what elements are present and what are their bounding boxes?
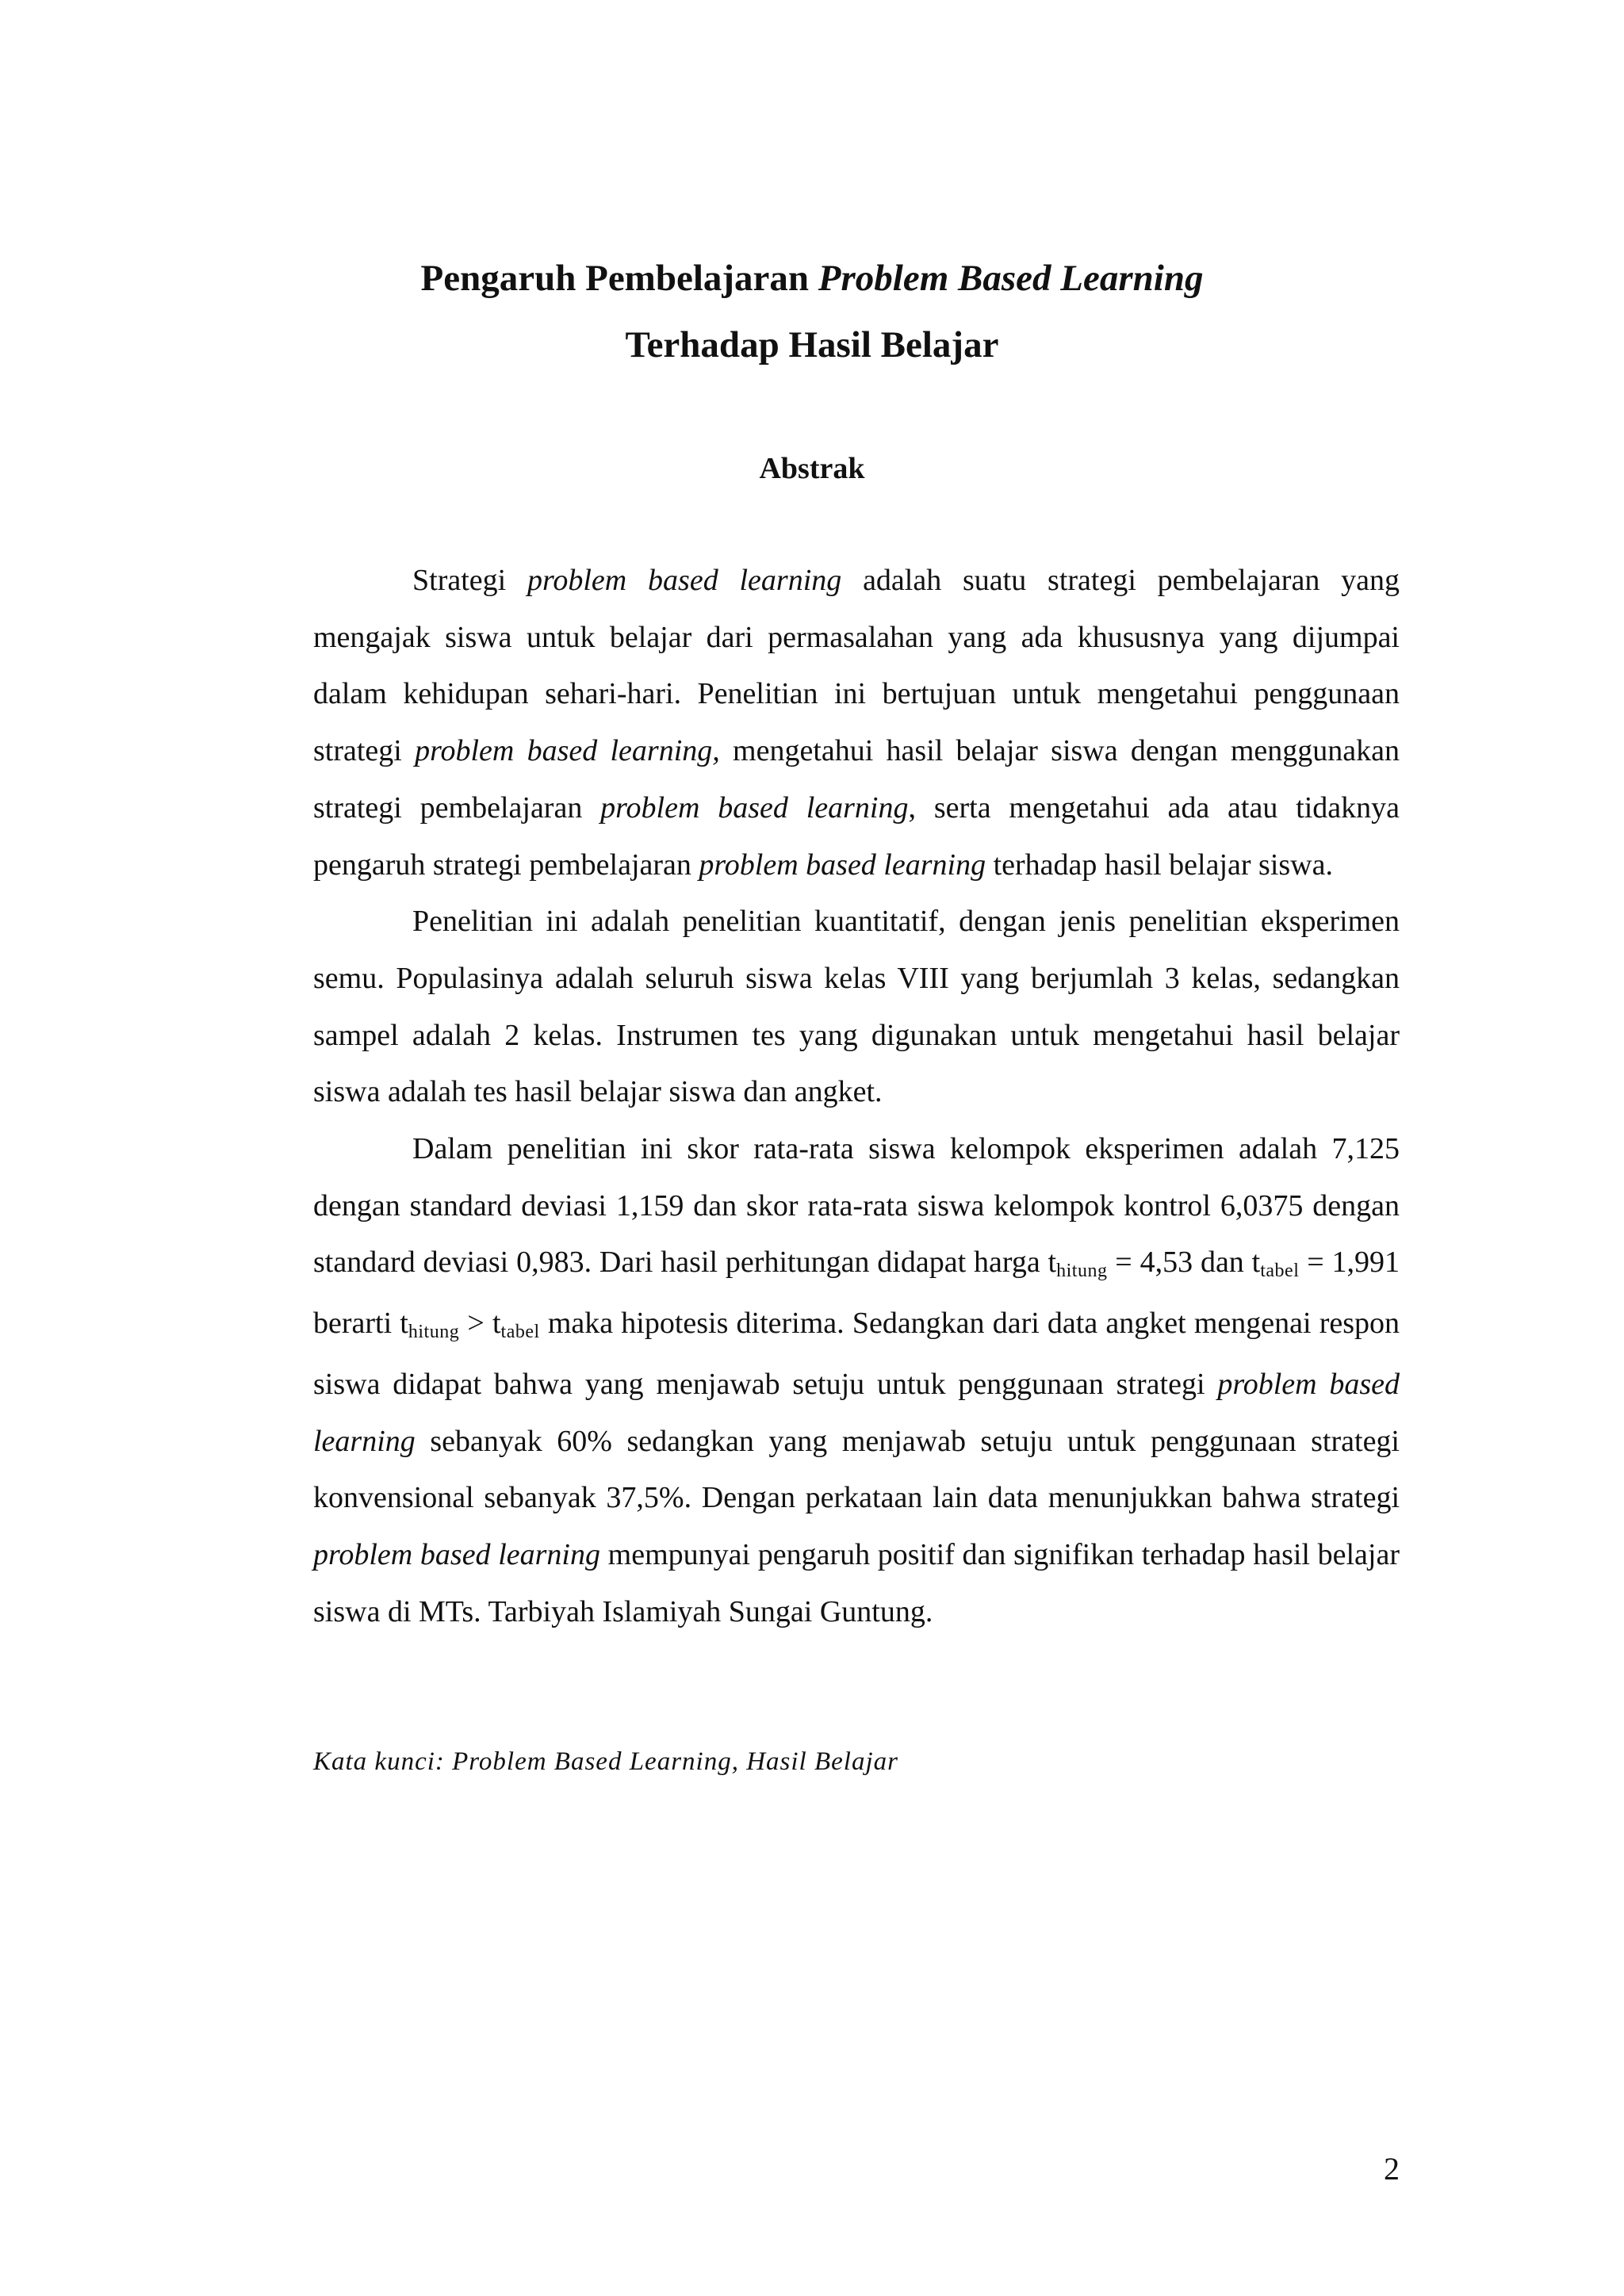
title-prefix: Pengaruh Pembelajaran bbox=[420, 258, 818, 299]
abstract-body bbox=[313, 553, 1400, 1640]
page-number: 2 bbox=[1384, 2151, 1400, 2187]
keywords: Kata kunci: Problem Based Learning, Hasil Belajar bbox=[313, 1747, 898, 1776]
abstract-heading: Abstrak bbox=[759, 452, 865, 485]
title-line-1 bbox=[0, 260, 1624, 297]
abstract-paragraph-1: Strategi problem based learning adalah suatu strategi pembelajaran yang mengajak siswa untuk belajar dari permasalahan yang ada khususnya yang dijumpai dalam kehidupan sehari-hari. Penelitian ini bertujuan untuk mengetahui penggunaan strategi problem based learning, mengetahui hasil belajar siswa dengan menggunakan strategi pembelajaran problem based learning, serta mengetahui ada atau tidaknya pengaruh strategi pembelajaran problem based learning terhadap hasil belajar siswa. bbox=[313, 564, 1400, 882]
title-italic: Problem Based Learning bbox=[818, 258, 1204, 299]
abstract-paragraph-2: Penelitian ini adalah penelitian kuantitatif, dengan jenis penelitian eksperimen semu. Populasinya adalah seluruh siswa kelas VIII yang berjumlah 3 kelas, sedangkan sampel adalah 2 kelas. Instrumen tes yang digunakan untuk mengetahui hasil belajar siswa adalah tes hasil belajar siswa dan angket. bbox=[313, 905, 1400, 1109]
abstract-paragraph-3: Dalam penelitian ini skor rata-rata siswa kelompok eksperimen adalah 7,125 dengan standard deviasi 1,159 dan skor rata-rata siswa kelompok kontrol 6,0375 dengan standard deviasi 0,983. Dari hasil perhitungan didapat harga $t_{hitung} = 4,53$ dan $t_{tabel} = 1,991$ berarti $t_{hitung} > t_{tabel}$ maka hipotesis diterima. Sedangkan dari data angket mengenai respon siswa didapat bahwa yang menjawab setuju untuk penggunaan strategi problem based learning sebanyak 60% sedangkan yang menjawab setuju untuk penggunaan strategi konvensional sebanyak 37,5%. Dengan perkataan lain data menunjukkan bahwa strategi problem based learning mempunyai pengaruh positif dan signifikan terhadap hasil belajar siswa di MTs. Tarbiyah Islamiyah Sungai Guntung. bbox=[313, 1132, 1400, 1628]
title-line-2: Terhadap Hasil Belajar bbox=[625, 324, 999, 365]
